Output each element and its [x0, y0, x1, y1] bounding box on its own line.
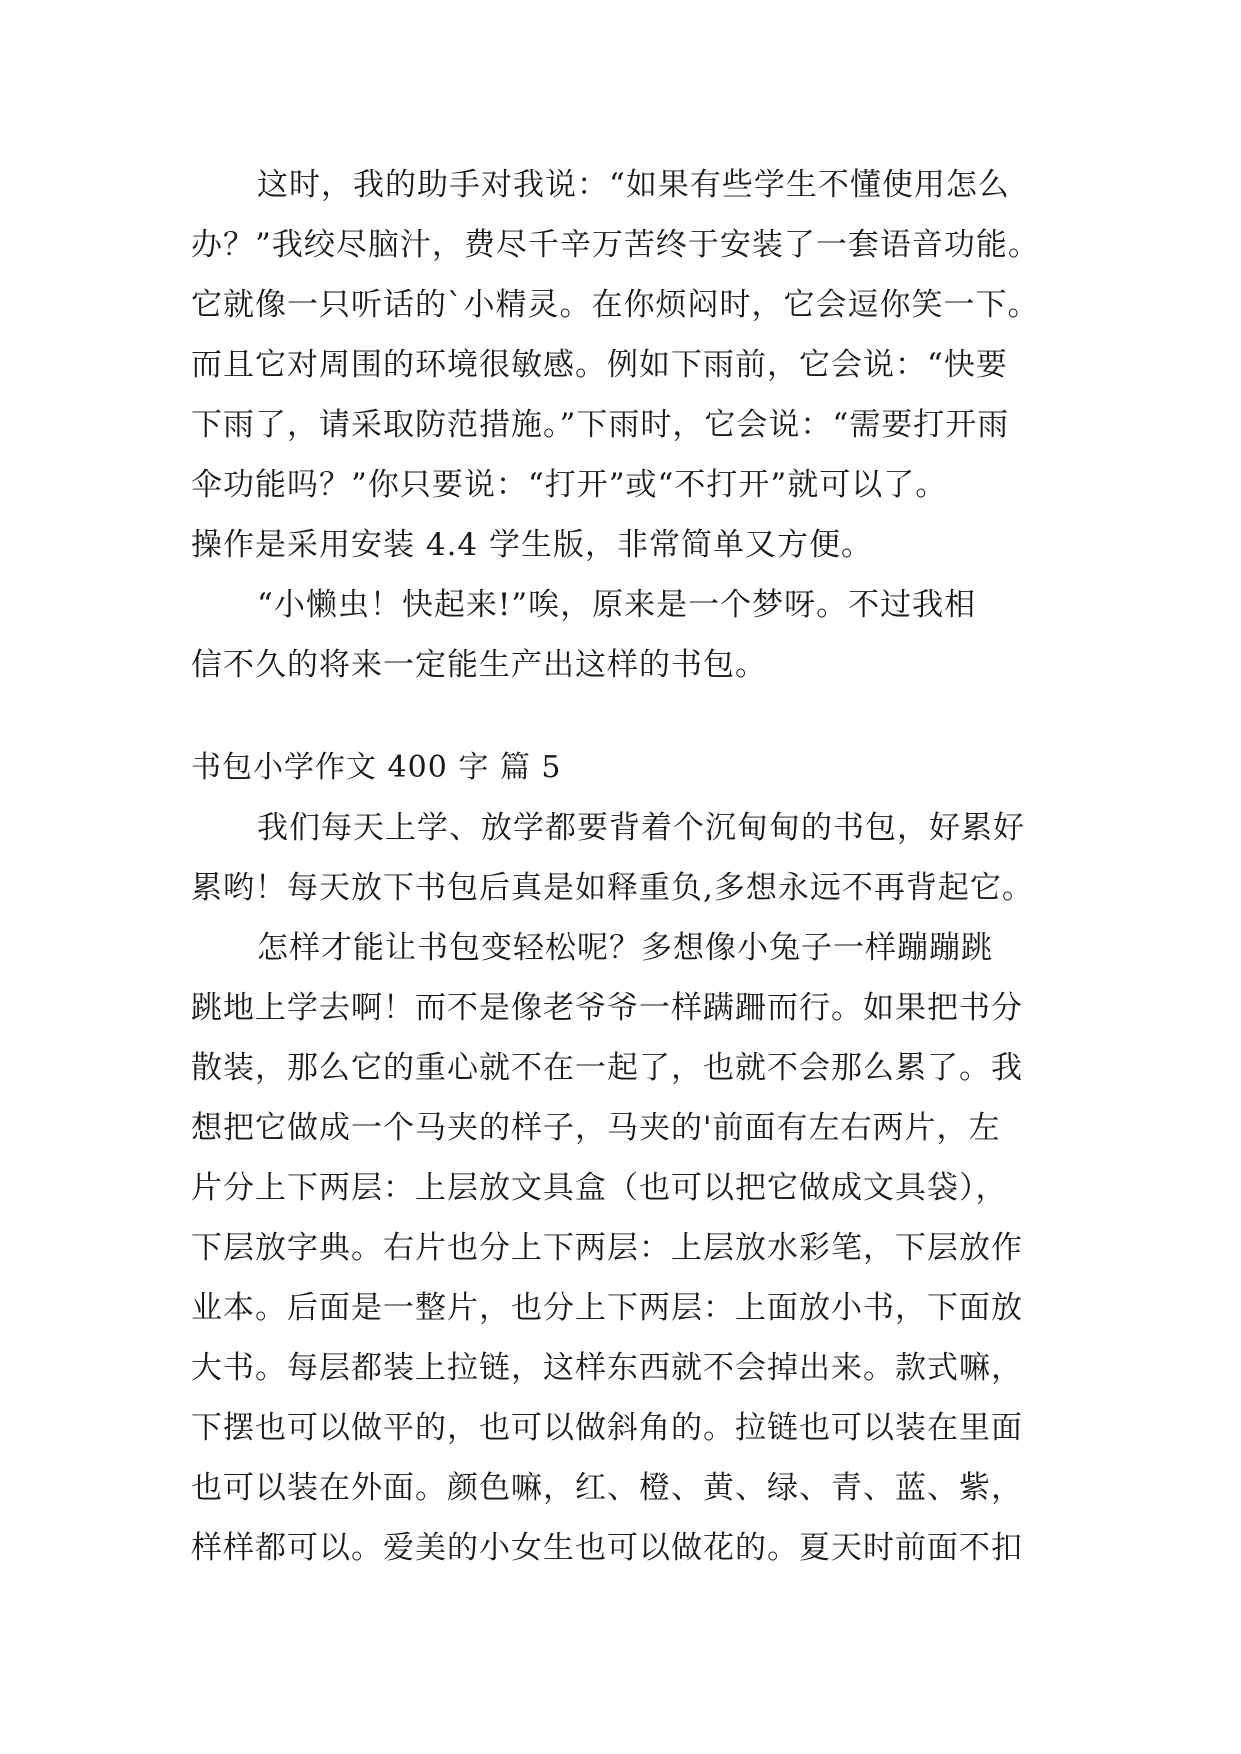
paragraph-line: 片分上下两层：上层放文具盒（也可以把它做成文具袋）， [191, 1170, 1008, 1206]
paragraph-line: 大书。每层都装上拉链，这样东西就不会掉出来。款式嘛， [191, 1350, 1023, 1386]
paragraph-line: 跳地上学去啊！而不是像老爷爷一样蹒跚而行。如果把书分 [191, 990, 1023, 1026]
paragraph-line: 样样都可以。爱美的小女生也可以做花的。夏天时前面不扣 [191, 1530, 1023, 1566]
paragraph-line: 下层放字典。右片也分上下两层：上层放水彩笔，下层放作 [191, 1230, 1023, 1266]
paragraph-line: 下摆也可以做平的，也可以做斜角的。拉链也可以装在里面 [191, 1410, 1023, 1446]
paragraph-line: 散装，那么它的重心就不在一起了，也就不会那么累了。我 [191, 1050, 1023, 1086]
paragraph-line: 业本。后面是一整片，也分上下两层：上面放小书，下面放 [191, 1290, 1023, 1326]
essay-4-ending [191, 155, 1051, 695]
paragraph-line: 操作是采用安装 4.4 学生版，非常简单又方便。 [191, 527, 874, 563]
paragraph-line: 怎样才能让书包变轻松呢？多想像小兔子一样蹦蹦跳 [257, 930, 993, 966]
essay-5-body [191, 798, 1051, 1578]
paragraph-line: 伞功能吗？”你只要说：“打开”或“不打开”就可以了。 [191, 467, 948, 503]
paragraph-line: 累哟！每天放下书包后真是如释重负,多想永远不再背起它。 [191, 870, 1034, 906]
paragraph-line: “小懒虫！快起来!”唉，原来是一个梦呀。不过我相 [257, 587, 977, 623]
paragraph-line: 这时，我的助手对我说：“如果有些学生不懂使用怎么 [257, 167, 1010, 203]
paragraph-line: 也可以装在外面。颜色嘛，红、橙、黄、绿、青、蓝、紫， [191, 1470, 1023, 1506]
paragraph-line: 而且它对周围的环境很敏感。例如下雨前，它会说：“快要 [191, 347, 1008, 383]
paragraph-line: 它就像一只听话的`小精灵。在你烦闷时，它会逗你笑一下。 [191, 287, 1040, 323]
paragraph-line: 信不久的将来一定能生产出这样的书包。 [191, 647, 767, 683]
paragraph-line: 想把它做成一个马夹的样子，马夹的'前面有左右两片，左 [191, 1110, 1001, 1146]
section-heading-block [191, 738, 1051, 798]
section-heading: 书包小学作文 400 字 篇 5 [191, 750, 562, 785]
paragraph-line: 下雨了，请采取防范措施。”下雨时，它会说：“需要打开雨 [191, 407, 1010, 443]
paragraph-line: 我们每天上学、放学都要背着个沉甸甸的书包，好累好 [257, 810, 1025, 846]
paragraph-line: 办？”我绞尽脑汁，费尽千辛万苦终于安装了一套语音功能。 [191, 227, 1040, 263]
